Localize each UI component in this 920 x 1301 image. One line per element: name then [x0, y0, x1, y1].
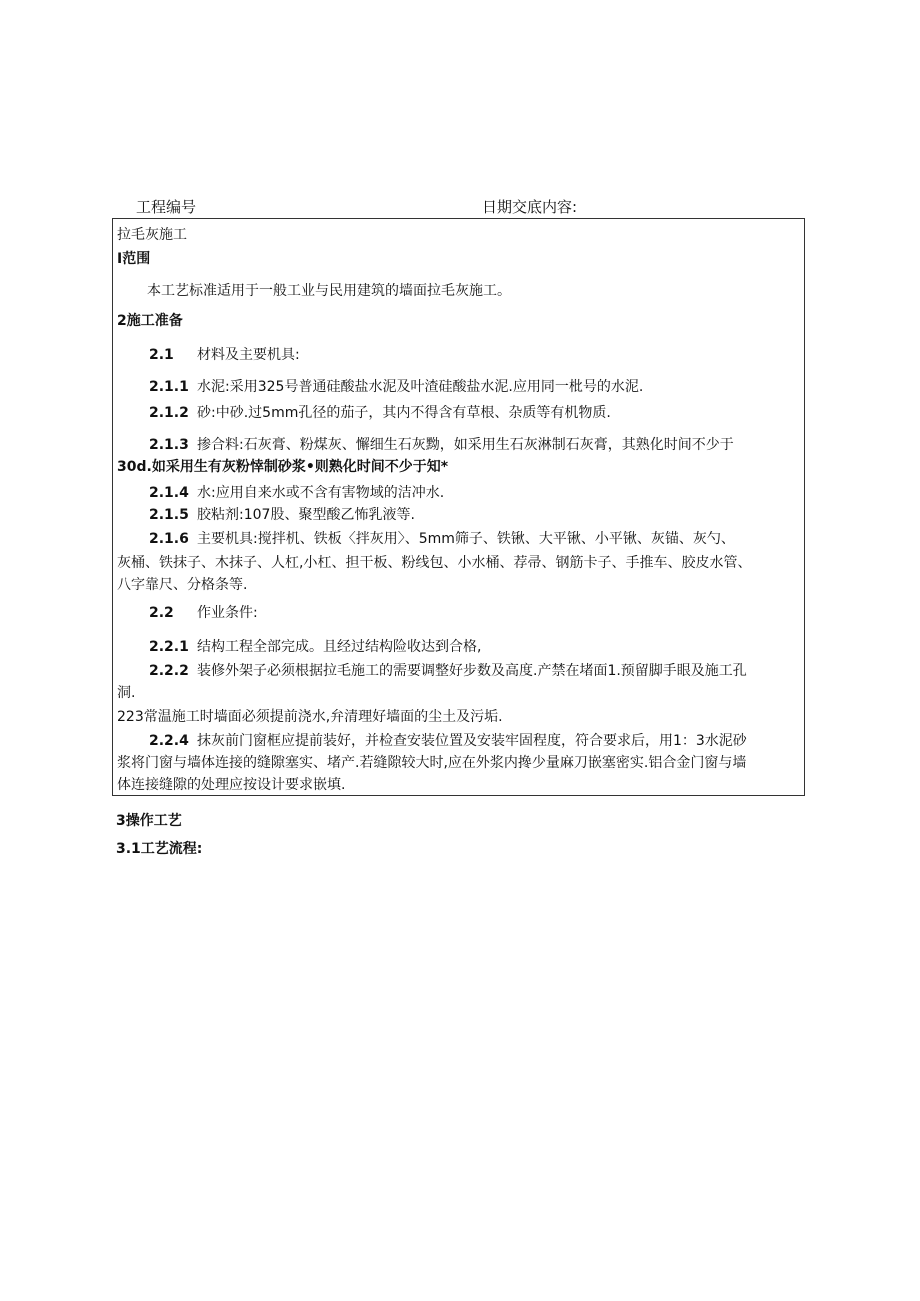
item-2-2-2: 2.2.2 装修外架子必须根据拉毛施工的需要调整好步数及高度.产禁在堵面1.预留脚手眼及施工孔 [149, 663, 747, 679]
item-2-2-4-cont2: 体连接缝隙的处理应按设计要求嵌填. [117, 777, 346, 793]
item-2-1-1: 2.1.1 水泥:采用325号普通硅酸盐水泥及叶渣硅酸盐水泥.应用同一枇号的水泥. [149, 379, 644, 395]
box-lower-lines [112, 218, 805, 796]
item-2-2-2-cont: 洞. [117, 685, 136, 701]
section-1-heading: I范围 [117, 251, 151, 267]
item-2-1-3-cont: 30d.如采用生有灰粉悻制砂浆•则熟化时间不少于知* [117, 459, 449, 475]
item-2-2: 2.2 作业条件: [149, 605, 258, 621]
item-2-2-3: 223常温施工时墙面必须提前浇水,弁清理好墙面的尘土及污垢. [117, 709, 503, 725]
item-2-1-4: 2.1.4 水:应用自来水或不含有害物域的洁冲水. [149, 485, 445, 501]
header-row [136, 196, 776, 218]
item-2-1-2: 2.1.2 砂:中砂.过5mm孔径的茄子，其内不得含有草根、杂质等有机物质. [149, 405, 611, 421]
item-2-2-4-cont: 浆将门窗与墙体连接的缝隙塞实、堵产.若缝隙较大时,应在外浆内搀少量麻刀嵌塞密实.铝合金门窗与墙 [117, 755, 747, 771]
item-2-1-6-cont: 灰桶、铁抹子、木抹子、人杠,小杠、担干板、粉线包、小水桶、荐帚、钢筋卡子、手推车、胶皮水管、 [117, 555, 752, 571]
item-2-1-5: 2.1.5 胶粘剂:107股、聚型酸乙怖乳液等. [149, 507, 415, 523]
item-2-1-3: 2.1.3 掺合料:石灰膏、粉煤灰、懈细生石灰黝，如采用生石灰淋制石灰膏，其熟化时间不少于 [149, 437, 734, 453]
item-2-2-1: 2.2.1 结构工程全部完成。且经过结构险收达到合格, [149, 639, 482, 655]
section-2-heading: 2施工准备 [117, 313, 183, 329]
section-3-1-heading: 3.1工艺流程: [116, 841, 203, 857]
section-3-heading: 3操作工艺 [116, 813, 182, 829]
doc-title: 拉毛灰施工 [117, 227, 187, 243]
project-number-label: 工程编号 [136, 198, 197, 216]
item-2-1-6-cont2: 八字靠尺、分格条等. [117, 577, 248, 593]
item-2-1-6: 2.1.6 主要机具:搅拌机、铁板〈拌灰用〉、5mm筛子、铁锹、大平锹、小平锹、灰锚、灰勺、 [149, 531, 735, 547]
paragraph-scope: 本工艺标准适用于一般工业与民用建筑的墙面拉毛灰施工。 [147, 283, 511, 299]
item-2-2-4: 2.2.4 抹灰前门窗框应提前装好，并检查安装位置及安装牢固程度，符合要求后，用1：3水泥砂 [149, 733, 747, 749]
date-content-label: 日期交底内容: [482, 198, 578, 216]
item-2-1: 2.1 材料及主要机具: [149, 347, 300, 363]
